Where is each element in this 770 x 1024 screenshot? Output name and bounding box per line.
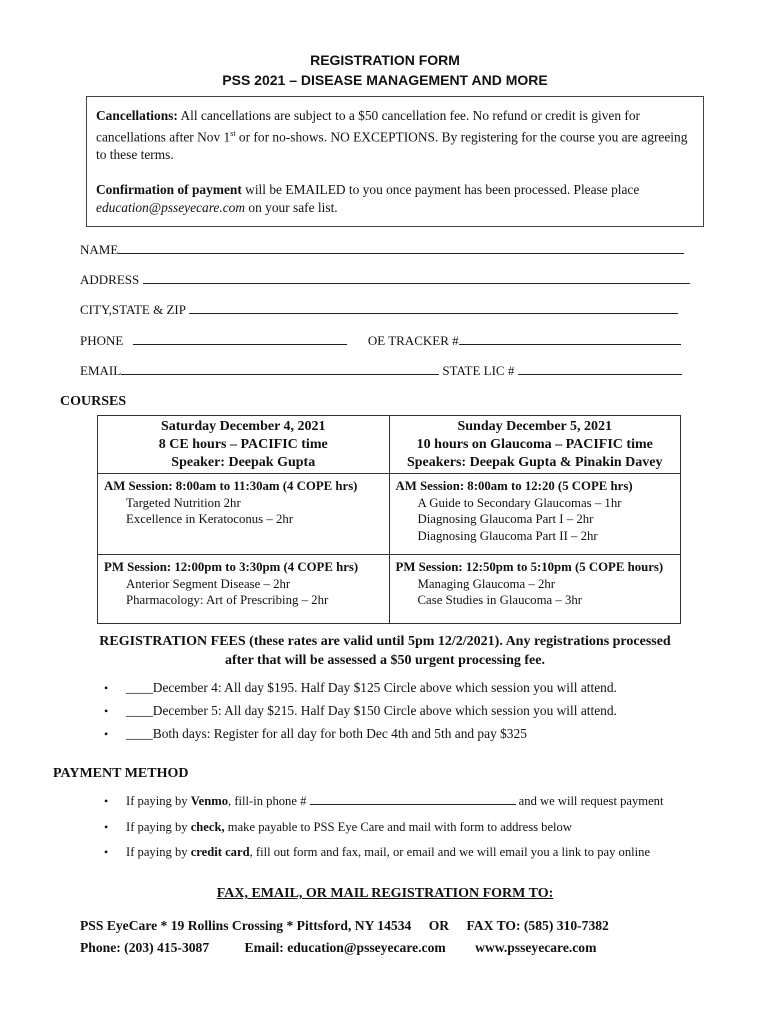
day1-pm-title: PM Session: 12:00pm to 3:30pm (4 COPE hrs): [104, 560, 359, 574]
city-state-zip-field[interactable]: [189, 303, 678, 314]
name-field[interactable]: [118, 243, 684, 254]
check-pre: If paying by: [126, 820, 191, 834]
course-item: Excellence in Keratoconus – 2hr: [126, 512, 294, 526]
website-link[interactable]: www.psseyecare.com: [475, 940, 597, 955]
payment-method-heading: PAYMENT METHOD: [53, 766, 189, 781]
card-label: credit card: [190, 845, 250, 859]
confirmation-label: Confirmation of payment: [96, 182, 242, 198]
state-lic-field[interactable]: [518, 364, 682, 375]
courses-heading: COURSES: [60, 394, 127, 409]
phone-label: PHONE: [80, 333, 124, 348]
city-label: CITY,STATE & ZIP: [80, 302, 186, 317]
day1-am-session[interactable]: [98, 474, 390, 555]
cancellation-label: Cancellations:: [96, 108, 178, 123]
state-lic-label: STATE LIC #: [442, 363, 515, 378]
mail-to-heading: FAX, EMAIL, OR MAIL REGISTRATION FORM TO:: [216, 886, 554, 901]
day2-date: Sunday December 5, 2021: [457, 419, 613, 434]
day2-am-session[interactable]: [389, 474, 681, 555]
day2-am-title: AM Session: 8:00am to 12:20 (5 COPE hrs): [395, 479, 633, 493]
course-item: Diagnosing Glaucoma Part II – 2hr: [417, 528, 598, 543]
contact-email[interactable]: Email: education@psseyecare.com: [244, 940, 446, 955]
address-row: [80, 272, 690, 288]
oe-tracker-field[interactable]: [459, 334, 681, 345]
fee-option-text: ____December 4: All day $195. Half Day $125 Circle above which session you will attend.: [126, 680, 617, 695]
cancellation-policy: [96, 107, 693, 164]
terms-notice-box: [86, 96, 704, 227]
day2-header: [389, 416, 681, 474]
form-title: REGISTRATION FORM: [310, 52, 460, 68]
check-post: make payable to PSS Eye Care and mail with form to address below: [224, 820, 572, 834]
bullet-icon: •: [104, 727, 109, 741]
venmo-label: Venmo: [190, 794, 229, 808]
form-subtitle: PSS 2021 – DISEASE MANAGEMENT AND MORE: [222, 72, 548, 88]
cancellation-text-end: or for no-shows. NO EXCEPTIONS. By registering for the course you are agreeing to these terms.: [96, 129, 688, 163]
fee-option-text: ____Both days: Register for all day for both Dec 4th and 5th and pay $325: [126, 726, 527, 741]
address-field[interactable]: [143, 273, 690, 284]
fee-option-text: ____December 5: All day $215. Half Day $150 Circle above which session you will attend.: [126, 703, 617, 718]
day1-am-title: AM Session: 8:00am to 11:30am (4 COPE hrs): [104, 479, 358, 493]
venmo-phone-field[interactable]: [310, 794, 516, 805]
courses-table: [97, 415, 681, 624]
mailing-address: PSS EyeCare * 19 Rollins Crossing * Pittsford, NY 14534: [80, 918, 412, 933]
confirmation-text: will be EMAILED to you once payment has been processed. Please place: [241, 182, 640, 198]
name-label: NAME: [80, 242, 119, 257]
course-item: Targeted Nutrition 2hr: [126, 495, 241, 510]
course-item: Diagnosing Glaucoma Part I – 2hr: [417, 512, 594, 526]
name-row: [80, 242, 684, 258]
day1-date: Saturday December 4, 2021: [160, 419, 326, 434]
day1-speaker: Speaker: Deepak Gupta: [171, 455, 316, 470]
confirmation-note: [96, 181, 693, 217]
payment-check: [104, 820, 572, 835]
phone-number: Phone: (203) 415-3087: [80, 940, 210, 955]
address-label: ADDRESS: [80, 272, 140, 287]
bullet-icon: •: [104, 704, 109, 718]
email-label: EMAIL: [80, 363, 122, 378]
day1-hours: 8 CE hours – PACIFIC time: [158, 437, 328, 452]
venmo-pre: If paying by: [126, 794, 191, 808]
bullet-icon: •: [104, 820, 109, 834]
oe-tracker-label: OE TRACKER #: [367, 333, 459, 348]
email-row: [80, 363, 682, 379]
city-row: [80, 302, 678, 318]
course-item: Case Studies in Glaucoma – 3hr: [417, 593, 583, 607]
check-label: check,: [190, 820, 225, 834]
day2-pm-title: PM Session: 12:50pm to 5:10pm (5 COPE hours): [395, 560, 664, 574]
fee-option-dec4[interactable]: [104, 680, 617, 696]
email-field[interactable]: [121, 364, 439, 375]
course-item-spacer: [104, 528, 386, 545]
day2-hours: 10 hours on Glaucoma – PACIFIC time: [416, 437, 653, 452]
phone-field[interactable]: [133, 334, 347, 345]
course-item: Anterior Segment Disease – 2hr: [126, 576, 291, 591]
or-label: OR: [428, 918, 450, 933]
fees-line-2: after that will be assessed a $50 urgent processing fee.: [225, 653, 545, 668]
card-post: , fill out form and fax, mail, or email and we will email you a link to pay online: [249, 845, 651, 859]
venmo-mid: , fill-in phone #: [228, 794, 310, 808]
day1-pm-session[interactable]: [98, 555, 390, 624]
venmo-post: and we will request payment: [515, 794, 664, 808]
phone-row: [80, 333, 681, 349]
day2-pm-session[interactable]: [389, 555, 681, 624]
fees-line-1: REGISTRATION FEES (these rates are valid until 5pm 12/2/2021). Any registrations processed: [99, 634, 671, 649]
fax-number: FAX TO: (585) 310-7382: [466, 918, 609, 933]
contact-row-2: [80, 940, 596, 956]
bullet-icon: •: [104, 794, 109, 808]
course-item: Managing Glaucoma – 2hr: [417, 576, 556, 591]
fee-option-both-days[interactable]: [104, 726, 527, 742]
bullet-icon: •: [104, 845, 109, 859]
course-item: Pharmacology: Art of Prescribing – 2hr: [126, 593, 329, 607]
cancellation-sup: st: [230, 129, 236, 138]
bullet-icon: •: [104, 681, 109, 695]
day1-header: [98, 416, 390, 474]
confirmation-text-end: on your safe list.: [245, 200, 338, 216]
contact-row-1: [80, 918, 609, 934]
confirmation-email: education@psseyecare.com: [96, 200, 246, 216]
fee-option-dec5[interactable]: [104, 703, 617, 719]
course-item: A Guide to Secondary Glaucomas – 1hr: [417, 495, 622, 510]
card-pre: If paying by: [126, 845, 191, 859]
cancellation-text: All cancellations are subject to a $50 cancellation fee. No refund or credit is given for cancellations after Nov 1: [96, 108, 641, 145]
registration-fees-heading: [40, 632, 730, 670]
day2-speaker: Speakers: Deepak Gupta & Pinakin Davey: [406, 455, 663, 470]
payment-credit-card: [104, 845, 650, 860]
payment-venmo: [104, 794, 663, 809]
